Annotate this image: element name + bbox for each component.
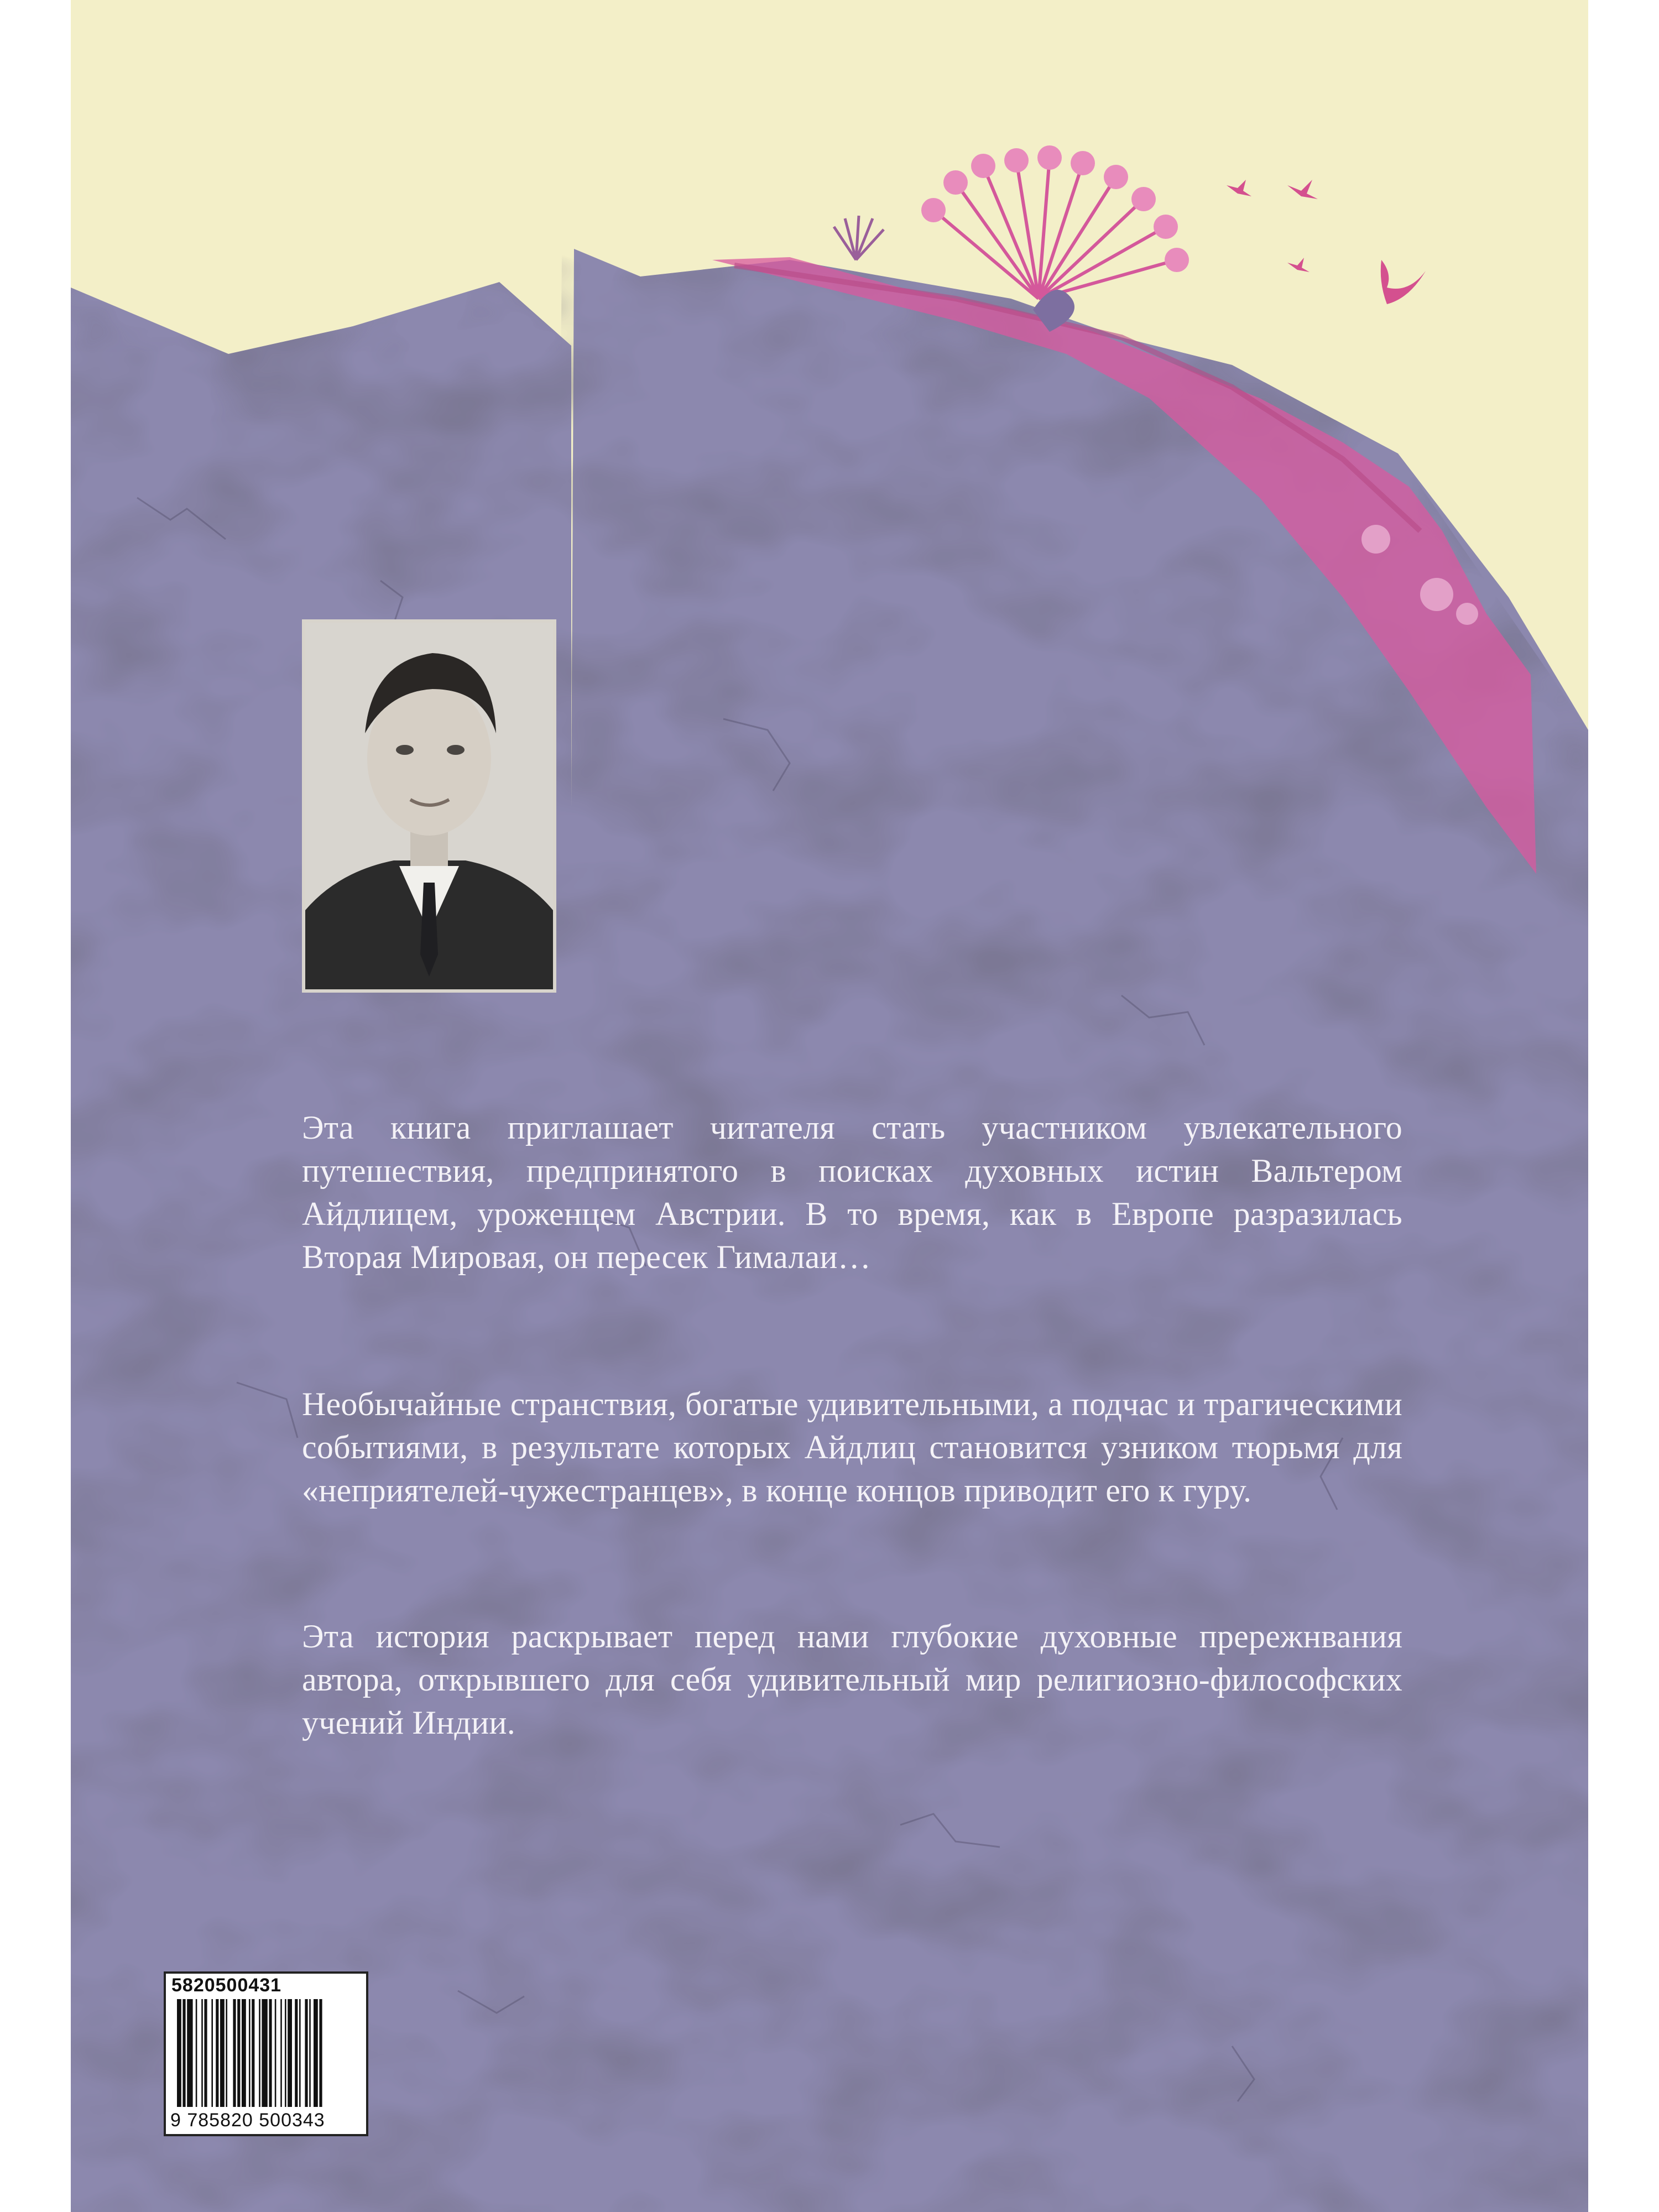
blurb-paragraph-3: Эта история раскрывает перед нами глубокие духовные прережнвания автора, открывшего для себя удивительный мир религиозно-философских учений Индии. [302, 1618, 1402, 1741]
barcode-stripe [204, 1999, 207, 2107]
blurb-paragraph-1: Эта книга приглашает читателя стать участником увлекательного путешествия, предпринятого в поисках духовных истин Вальтером Айдлицем, уроженцем Австрии. В то время, как в Европе разразилась Вторая Мировая, он пересек Гималаи… [302, 1109, 1402, 1275]
book-back-cover [71, 0, 1588, 2212]
barcode-stripe [182, 1999, 185, 2107]
barcode-stripe [295, 1999, 298, 2107]
barcode-stripe [275, 1999, 276, 2107]
barcode-stripe [237, 1999, 240, 2107]
barcode-stripe [196, 1999, 197, 2107]
barcode-stripe [299, 1999, 301, 2107]
barcode-stripe [288, 1999, 292, 2107]
barcode-stripe [285, 1999, 286, 2107]
barcode-stripe [242, 1999, 246, 2107]
barcode-stripe [177, 1999, 181, 2107]
barcode-stripe [211, 1999, 213, 2107]
isbn-number: 5820500431 [171, 1975, 282, 1996]
barcode-stripe [280, 1999, 282, 2107]
blurb-paragraph-2: Необычайные странствия, богатые удивительными, а подчас и трагическими событиями, в результате которых Айдлиц становится узником тюрьмя для «неприятелей-чужестранцев», в конце концов приводит его к гуру. [302, 1386, 1402, 1509]
barcode-stripe [269, 1999, 272, 2107]
barcode-stripe [233, 1999, 236, 2107]
barcode-stripe [314, 1999, 318, 2107]
barcode-stripe [305, 1999, 307, 2107]
barcode-stripe [226, 1999, 227, 2107]
author-portrait-image [305, 623, 553, 989]
barcode-stripe [220, 1999, 225, 2107]
barcode-stripe [187, 1999, 192, 2107]
barcode-stripe [249, 1999, 251, 2107]
barcode-stripe [319, 1999, 322, 2107]
barcode-stripe [259, 1999, 260, 2107]
barcode-stripe [252, 1999, 254, 2107]
isbn-barcode [164, 1971, 368, 2136]
author-photo [302, 619, 556, 993]
barcode-stripe [262, 1999, 267, 2107]
barcode-stripe [309, 1999, 311, 2107]
barcode-stripe [201, 1999, 203, 2107]
barcode-bars [175, 1999, 357, 2107]
ean-number: 9 785820 500343 [170, 2110, 325, 2131]
barcode-stripe [216, 1999, 218, 2107]
